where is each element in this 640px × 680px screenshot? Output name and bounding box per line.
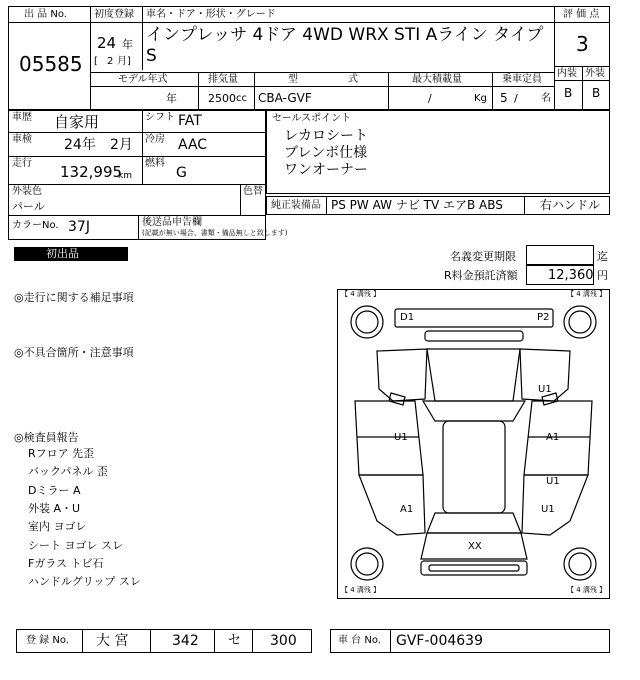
color-no-label: カラーNo.	[12, 220, 59, 231]
chassis-label: 車 台 No.	[338, 635, 381, 646]
usage-value: 自家用	[54, 113, 100, 131]
car-name-label: 車名・ドア・形状・グレード	[146, 9, 276, 20]
tire-front-left-label: 【 4 溝残 】	[341, 290, 381, 298]
sales-point-item: レカロシート	[284, 128, 368, 144]
registration-kana: セ	[228, 633, 242, 648]
damage-u1-left-door: U1	[394, 432, 408, 443]
inspection-month: 2月	[110, 137, 133, 153]
inspection-year: 24年	[64, 137, 96, 153]
divider	[582, 66, 583, 110]
mileage-value: 132,995	[60, 163, 123, 181]
rear-bumper-lower	[429, 565, 519, 571]
interior-grade: B	[564, 86, 573, 100]
tire-rear-right-label: 【 4 溝残 】	[567, 586, 607, 594]
divider	[8, 132, 266, 133]
roof	[443, 421, 505, 513]
displacement-value: 2500	[208, 92, 236, 105]
inspector-item: 室内 ヨゴレ	[28, 520, 87, 533]
first-reg-month-open: [	[94, 56, 98, 67]
divider	[388, 72, 389, 110]
type-label: 型	[288, 74, 298, 85]
damage-p2: P2	[537, 312, 550, 323]
capacity-label: 乗車定員	[502, 74, 542, 85]
capacity-unit: 名	[541, 93, 551, 104]
damage-u1-front-right: U1	[538, 384, 552, 395]
inspector-item: Rフロア 先歪	[28, 447, 95, 460]
capacity-slash: /	[514, 92, 518, 105]
inspector-label: ◎検査員報告	[14, 431, 79, 444]
first-reg-month-close: 月]	[117, 56, 131, 67]
first-reg-year-unit: 年	[122, 38, 133, 51]
max-load-unit: Kg	[474, 93, 487, 104]
score-value: 3	[576, 32, 589, 56]
divider	[326, 196, 327, 215]
damage-u1-right-rear: U1	[546, 476, 560, 487]
tire-rear-left-label: 【 4 溝残 】	[341, 586, 381, 594]
divider	[90, 72, 554, 73]
front-grille	[425, 331, 523, 341]
divider	[82, 629, 83, 653]
interior-label: 内装	[557, 68, 577, 79]
damage-u1-right-quarter: U1	[541, 504, 555, 515]
ac-value: AAC	[178, 137, 208, 153]
inspector-item: バックパネル 歪	[28, 465, 108, 478]
car-diagram	[337, 289, 610, 599]
sales-point-item: ワンオーナー	[284, 162, 368, 178]
name-change-label: 名義変更期限	[450, 250, 516, 263]
max-load-label: 最大積載量	[412, 74, 462, 85]
inspector-item: シート ヨゴレ スレ	[28, 539, 123, 552]
divider	[390, 629, 391, 653]
lot-number: 05585	[19, 52, 83, 76]
divider	[492, 72, 493, 110]
registration-area: 大 宮	[96, 633, 129, 649]
driving-notes-label: ◎走行に関する補足事項	[14, 291, 134, 304]
divider	[150, 629, 151, 653]
inspector-item: Fガラス トビ石	[28, 557, 104, 570]
divider	[8, 22, 90, 23]
type-value: CBA-GVF	[258, 91, 312, 105]
displacement-label: 排気量	[208, 74, 238, 85]
exterior-grade: B	[592, 86, 601, 100]
divider	[198, 72, 199, 110]
aftermarket-label: 後送品申告欄	[142, 217, 202, 228]
divider	[240, 184, 241, 215]
shift-label: シフト	[145, 112, 175, 123]
car-name-line1: インプレッサ 4ドア 4WD WRX STI Aライン タイプ	[146, 25, 544, 45]
model-year-unit: 年	[166, 92, 177, 105]
mileage-unit: km	[118, 171, 132, 181]
divider	[214, 629, 215, 653]
front-bumper	[395, 309, 553, 327]
divider	[90, 86, 554, 87]
repaint-label: 色替	[243, 186, 263, 197]
color-label: 外装色	[12, 186, 42, 197]
divider	[554, 22, 610, 23]
recycle-unit: 円	[597, 269, 608, 282]
tire-front-right-label: 【 4 溝残 】	[567, 290, 607, 298]
usage-label: 車歴	[12, 112, 32, 123]
inspector-item: 外装 A・U	[28, 502, 81, 515]
hood	[427, 349, 520, 401]
damage-a1-right-door: A1	[546, 432, 560, 443]
mileage-label: 走行	[12, 158, 32, 169]
rear-quarter-left	[359, 475, 425, 535]
damage-xx-rear: XX	[468, 541, 482, 552]
color-value: パール	[12, 200, 45, 213]
divider	[142, 110, 143, 184]
divider	[554, 80, 610, 81]
divider	[254, 72, 255, 110]
recycle-label: R料金預託済額	[444, 269, 518, 282]
registration-class: 342	[172, 633, 199, 649]
lot-label: 出 品 No.	[24, 9, 67, 20]
first-listing-text: 初出品	[46, 247, 79, 260]
inspection-label: 車検	[12, 134, 32, 145]
divider	[142, 6, 143, 70]
sales-point-item: ブレンボ仕様	[284, 145, 368, 161]
fuel-value: G	[176, 165, 187, 181]
shift-value: FAT	[178, 113, 202, 129]
name-change-box	[526, 245, 594, 265]
divider	[524, 196, 525, 215]
type-label-2: 式	[348, 74, 358, 85]
equipment-items: PS PW AW ナビ TV エアB ABS	[331, 198, 503, 212]
defects-label: ◎不具合箇所・注意事項	[14, 346, 134, 359]
fuel-label: 燃料	[145, 158, 165, 169]
sales-points-label: セールスポイント	[272, 113, 352, 124]
rear-window	[427, 513, 521, 533]
max-load-slash: /	[428, 92, 432, 105]
registration-number: 300	[270, 633, 297, 649]
inspector-item: Dミラー A	[28, 484, 81, 497]
first-reg-month: 2	[107, 56, 114, 67]
damage-a1-left-rear: A1	[400, 504, 414, 515]
displacement-unit: cc	[236, 93, 247, 104]
divider	[138, 215, 139, 240]
chassis-value: GVF-004639	[396, 633, 483, 649]
divider	[252, 629, 253, 653]
name-change-unit: 迄	[597, 250, 608, 263]
first-reg-year: 24	[97, 34, 117, 52]
divider	[8, 156, 266, 157]
color-no-value: 37J	[68, 219, 90, 235]
steering-value: 右ハンドル	[540, 198, 601, 212]
front-fender-left	[377, 349, 427, 401]
capacity-value: 5	[500, 91, 508, 105]
divider	[8, 184, 266, 185]
aftermarket-note: (記載が無い場合、書類・備品無しと致します)	[142, 229, 288, 237]
ac-label: 冷房	[145, 134, 165, 145]
doors-left	[355, 401, 423, 475]
score-label: 評 価 点	[563, 9, 600, 20]
divider	[8, 215, 266, 216]
damage-d1: D1	[400, 312, 415, 323]
exterior-label: 外装	[585, 68, 605, 79]
rear-bumper	[421, 561, 527, 575]
windshield	[423, 401, 525, 421]
equipment-label: 純正装備品	[271, 200, 321, 211]
divider	[90, 22, 554, 23]
car-name-line2: S	[146, 46, 157, 66]
first-reg-label: 初度登録	[94, 9, 134, 20]
registration-label: 登 録 No.	[26, 635, 69, 646]
inspector-item: ハンドルグリップ スレ	[28, 575, 141, 588]
model-year-label: モデル年式	[118, 74, 168, 85]
recycle-value: 12,360	[548, 268, 594, 283]
